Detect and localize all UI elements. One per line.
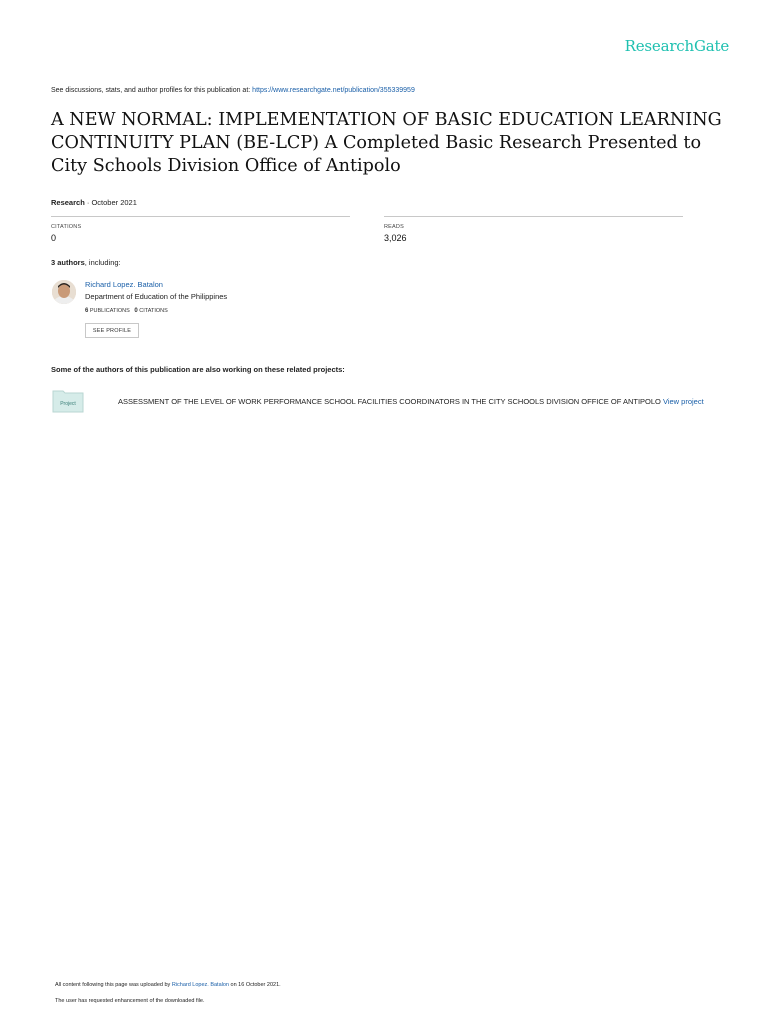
view-project-link[interactable]: View project: [662, 397, 704, 406]
upload-suffix: on 16 October 2021.: [229, 982, 281, 988]
publication-meta: [51, 198, 137, 207]
authors-count: 3 authors: [51, 258, 85, 267]
author-citations-count: 0: [134, 308, 138, 314]
researchgate-logo[interactable]: ResearchGate: [624, 37, 729, 55]
avatar[interactable]: [52, 280, 76, 304]
author-publications-label: PUBLICATIONS: [88, 308, 130, 314]
authors-summary: [51, 258, 121, 267]
uploader-link[interactable]: Richard Lopez. Batalon: [171, 982, 229, 988]
related-project-item: [118, 397, 704, 406]
source-prefix: See discussions, stats, and author profiles for this publication at:: [51, 87, 253, 94]
authors-including: , including:: [84, 258, 121, 267]
project-icon-label: Project: [60, 401, 76, 407]
meta-separator: ·: [84, 198, 92, 207]
project-folder-icon: [52, 389, 84, 413]
reads-divider: [384, 216, 683, 217]
project-title: ASSESSMENT OF THE LEVEL OF WORK PERFORMANCE SCHOOL FACILITIES COORDINATORS IN THE CITY SCHOOLS DIVISION OFFICE OF ANTIPOLO: [118, 397, 661, 406]
citations-divider: [51, 216, 350, 217]
author-stats: [85, 308, 168, 314]
see-profile-button[interactable]: SEE PROFILE: [85, 323, 139, 338]
upload-note: [55, 982, 281, 988]
related-projects-heading: Some of the authors of this publication are also working on these related projects:: [51, 365, 345, 374]
author-citations-label: CITATIONS: [137, 308, 168, 314]
publication-title: A NEW NORMAL: IMPLEMENTATION OF BASIC EDUCATION LEARNING CONTINUITY PLAN (BE-LCP) A Completed Basic Research Presented to City Schools Division Office of Antipolo: [51, 110, 722, 176]
author-publications-count: 6: [85, 308, 89, 314]
publication-url-link[interactable]: https://www.researchgate.net/publication/355339959: [252, 87, 415, 94]
upload-prefix: All content following this page was uploaded by: [55, 982, 172, 988]
publication-type: Research: [51, 198, 85, 207]
source-line: [51, 87, 415, 94]
author-affiliation: Department of Education of the Philippines: [85, 292, 228, 301]
citations-label: CITATIONS: [51, 224, 82, 230]
author-name-link[interactable]: Richard Lopez. Batalon: [85, 280, 163, 289]
citations-value: 0: [51, 233, 57, 243]
reads-label: READS: [384, 224, 404, 230]
reads-value: 3,026: [384, 233, 407, 243]
enhancement-note: The user has requested enhancement of the downloaded file.: [55, 998, 205, 1004]
publication-date: October 2021: [91, 198, 137, 207]
